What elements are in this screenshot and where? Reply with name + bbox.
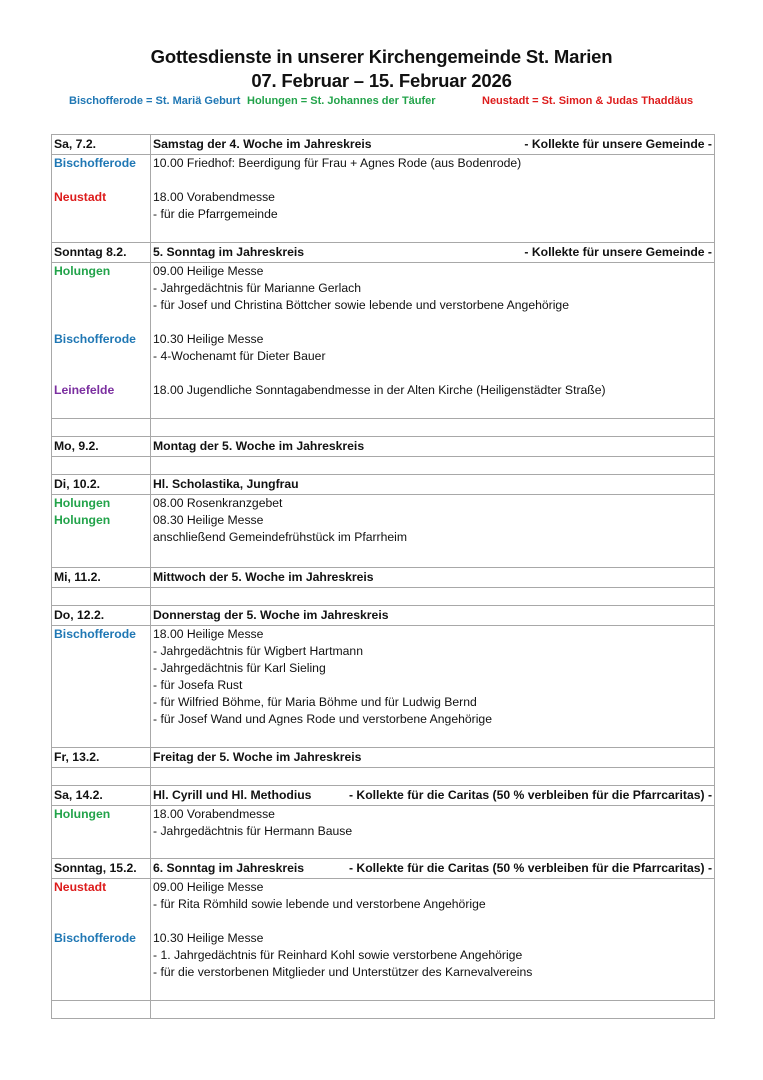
day-header-row xyxy=(52,243,715,263)
empty-cell xyxy=(151,588,715,606)
day-services-row xyxy=(52,879,715,1001)
services-cell xyxy=(151,495,715,568)
service-line: - Jahrgedächtnis für Hermann Bause xyxy=(153,824,353,838)
day-liturgy-cell xyxy=(151,135,715,155)
day-date: Sonntag, 15.2. xyxy=(52,859,151,879)
location-leinefelde: Leinefelde xyxy=(54,383,115,397)
location-holungen: Holungen xyxy=(54,264,111,278)
day-date: Mi, 11.2. xyxy=(52,568,151,588)
service-line: 10.00 Friedhof: Beerdigung für Frau + Agnes Rode (aus Bodenrode) xyxy=(153,156,522,170)
location-bischofferode: Bischofferode xyxy=(54,931,136,945)
day-date: Sa, 14.2. xyxy=(52,786,151,806)
day-services-row xyxy=(52,806,715,859)
day-date: Fr, 13.2. xyxy=(52,748,151,768)
location-cell xyxy=(52,879,151,1001)
empty-cell xyxy=(52,768,151,786)
location-spacer xyxy=(54,365,148,382)
services-cell xyxy=(151,879,715,1001)
location-cell xyxy=(52,806,151,859)
collection-note: - Kollekte für die Caritas (50 % verbleiben für die Pfarrcaritas) - xyxy=(348,861,712,875)
date-range: 07. Februar – 15. Februar 2026 xyxy=(251,70,512,91)
location-holungen: Holungen xyxy=(54,807,111,821)
empty-row xyxy=(52,1001,715,1019)
service-spacer xyxy=(153,365,712,382)
liturgy-title: Samstag der 4. Woche im Jahreskreis xyxy=(153,137,372,151)
liturgy-title: Mittwoch der 5. Woche im Jahreskreis xyxy=(153,570,374,584)
services-cell xyxy=(151,626,715,748)
empty-cell xyxy=(52,588,151,606)
service-line: 18.00 Heilige Messe xyxy=(153,627,264,641)
day-header-row xyxy=(52,748,715,768)
day-header-row xyxy=(52,437,715,457)
service-line: anschließend Gemeindefrühstück im Pfarrheim xyxy=(153,530,408,544)
day-liturgy-cell xyxy=(151,243,715,263)
collection-note: - Kollekte für unsere Gemeinde - xyxy=(524,245,712,259)
location-spacer xyxy=(54,913,148,930)
services-cell xyxy=(151,806,715,859)
service-line: 08.30 Heilige Messe xyxy=(153,513,264,527)
day-header-row xyxy=(52,475,715,495)
service-line: 09.00 Heilige Messe xyxy=(153,880,264,894)
service-line: - für Wilfried Böhme, für Maria Böhme und für Ludwig Bernd xyxy=(153,695,477,709)
day-header-row xyxy=(52,568,715,588)
location-holungen: Holungen xyxy=(54,513,111,527)
location-cell xyxy=(52,626,151,748)
service-line: - 1. Jahrgedächtnis für Reinhard Kohl sowie verstorbene Angehörige xyxy=(153,948,523,962)
location-holungen: Holungen xyxy=(54,496,111,510)
service-line: 10.30 Heilige Messe xyxy=(153,931,264,945)
location-bischofferode: Bischofferode xyxy=(54,332,136,346)
empty-row xyxy=(52,768,715,786)
empty-cell xyxy=(151,768,715,786)
liturgy-title: 6. Sonntag im Jahreskreis xyxy=(153,861,305,875)
empty-cell xyxy=(52,419,151,437)
day-liturgy-cell xyxy=(151,859,715,879)
day-services-row xyxy=(52,626,715,748)
service-schedule-table xyxy=(51,134,715,1019)
service-line: - Jahrgedächtnis für Wigbert Hartmann xyxy=(153,644,363,658)
day-date: Di, 10.2. xyxy=(52,475,151,495)
location-bischofferode: Bischofferode xyxy=(54,627,136,641)
day-liturgy-cell xyxy=(151,475,715,495)
services-cell xyxy=(151,263,715,419)
day-date: Do, 12.2. xyxy=(52,606,151,626)
empty-cell xyxy=(151,457,715,475)
location-cell xyxy=(52,495,151,568)
service-spacer xyxy=(153,172,712,189)
service-line: - für Josefa Rust xyxy=(153,678,243,692)
location-neustadt: Neustadt xyxy=(54,190,107,204)
day-date: Sa, 7.2. xyxy=(52,135,151,155)
collection-note: - Kollekte für die Caritas (50 % verbleiben für die Pfarrcaritas) - xyxy=(348,788,712,802)
liturgy-title: Hl. Cyrill und Hl. Methodius xyxy=(153,788,312,802)
day-liturgy-cell xyxy=(151,786,715,806)
legend-neustadt: Neustadt = St. Simon & Judas Thaddäus xyxy=(482,95,694,107)
service-line: - für die verstorbenen Mitglieder und Unterstützer des Karnevalvereins xyxy=(153,965,533,979)
legend-holungen: Holungen = St. Johannes der Täufer xyxy=(247,95,436,107)
empty-row xyxy=(52,588,715,606)
location-spacer xyxy=(54,348,148,365)
service-line: - Jahrgedächtnis für Karl Sieling xyxy=(153,661,326,675)
location-cell xyxy=(52,263,151,419)
liturgy-title: Montag der 5. Woche im Jahreskreis xyxy=(153,439,365,453)
liturgy-title: Freitag der 5. Woche im Jahreskreis xyxy=(153,750,362,764)
day-date: Mo, 9.2. xyxy=(52,437,151,457)
service-line: 10.30 Heilige Messe xyxy=(153,332,264,346)
service-line: - Jahrgedächtnis für Marianne Gerlach xyxy=(153,281,361,295)
service-line: 18.00 Vorabendmesse xyxy=(153,807,275,821)
liturgy-title: Donnerstag der 5. Woche im Jahreskreis xyxy=(153,608,389,622)
day-header-row xyxy=(52,606,715,626)
empty-row xyxy=(52,457,715,475)
day-header-row xyxy=(52,135,715,155)
day-services-row xyxy=(52,263,715,419)
day-header-row xyxy=(52,859,715,879)
service-spacer xyxy=(153,913,712,930)
service-spacer xyxy=(153,314,712,331)
day-liturgy-cell xyxy=(151,568,715,588)
location-spacer xyxy=(54,297,148,314)
legend-bischofferode: Bischofferode = St. Mariä Geburt xyxy=(69,95,241,107)
service-line: - für Josef Wand und Agnes Rode und verstorbene Angehörige xyxy=(153,712,492,726)
day-services-row xyxy=(52,155,715,243)
page-title: Gottesdienste in unserer Kirchengemeinde St. Marien xyxy=(150,46,613,67)
day-header-row xyxy=(52,786,715,806)
service-line: 18.00 Vorabendmesse xyxy=(153,190,275,204)
day-liturgy-cell xyxy=(151,437,715,457)
service-line: 09.00 Heilige Messe xyxy=(153,264,264,278)
location-bischofferode: Bischofferode xyxy=(54,156,136,170)
service-line: 18.00 Jugendliche Sonntagabendmesse in der Alten Kirche (Heiligenstädter Straße) xyxy=(153,383,606,397)
location-spacer xyxy=(54,172,148,189)
day-date: Sonntag 8.2. xyxy=(52,243,151,263)
location-spacer xyxy=(54,280,148,297)
service-line: - für Josef und Christina Böttcher sowie lebende und verstorbene Angehörige xyxy=(153,298,569,312)
day-liturgy-cell xyxy=(151,606,715,626)
service-line: - 4-Wochenamt für Dieter Bauer xyxy=(153,349,326,363)
location-neustadt: Neustadt xyxy=(54,880,107,894)
location-spacer xyxy=(54,896,148,913)
service-line: - für die Pfarrgemeinde xyxy=(153,207,278,221)
day-liturgy-cell xyxy=(151,748,715,768)
collection-note: - Kollekte für unsere Gemeinde - xyxy=(524,137,712,151)
empty-cell xyxy=(151,1001,715,1019)
service-line: - für Rita Römhild sowie lebende und verstorbene Angehörige xyxy=(153,897,486,911)
liturgy-title: Hl. Scholastika, Jungfrau xyxy=(153,477,299,491)
services-cell xyxy=(151,155,715,243)
empty-row xyxy=(52,419,715,437)
service-line: 08.00 Rosenkranzgebet xyxy=(153,496,283,510)
liturgy-title: 5. Sonntag im Jahreskreis xyxy=(153,245,305,259)
empty-cell xyxy=(151,419,715,437)
location-spacer xyxy=(54,314,148,331)
empty-cell xyxy=(52,1001,151,1019)
empty-cell xyxy=(52,457,151,475)
day-services-row xyxy=(52,495,715,568)
location-cell xyxy=(52,155,151,243)
